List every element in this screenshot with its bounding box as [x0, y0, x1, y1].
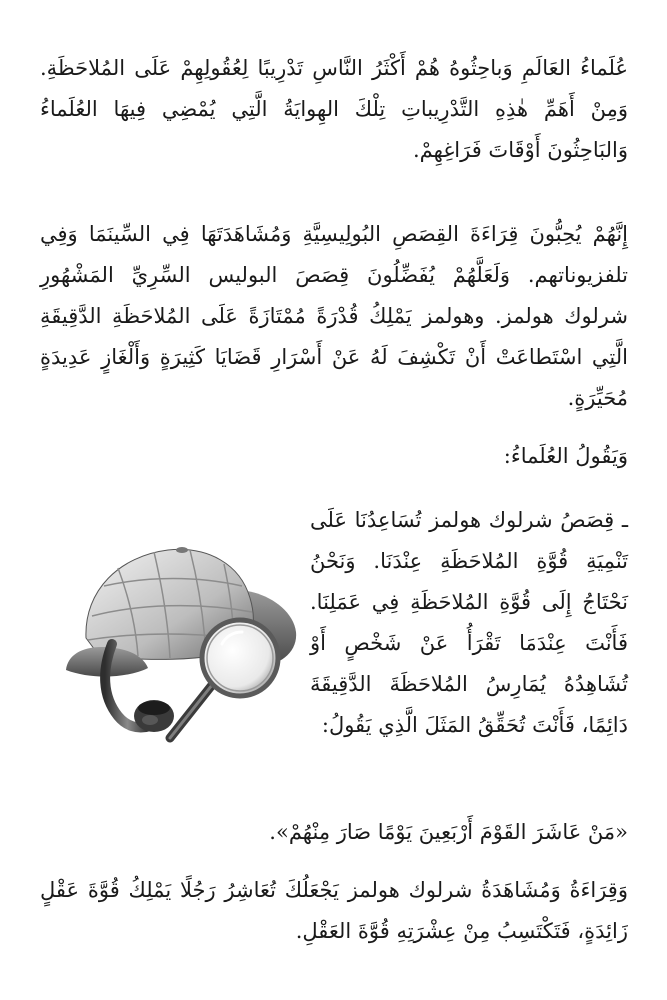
paragraph-scientists-say: وَيَقُولُ العُلَماءُ:	[503, 444, 628, 468]
paragraph-scientists-training: عُلَماءُ العَالَمِ وَباحِثُوهُ هُمْ أَكْثَرُ النَّاسِ تَدْرِيبًا لِعُقُولِهِمْ عَلَى المُلاحَظَةِ. وَمِنْ أَهَمِّ هٰذِهِ التَّدْرِيباتِ تِلْكَ الهِوايَةُ الَّتِي يُمْضِي فِيهَا العُلَماءُ وَالبَاحِثُونَ أَوْقَاتَ فَرَاغِهِمْ.	[40, 56, 628, 162]
sherlock-illustration	[58, 520, 302, 750]
paragraph-detective-stories: إِنَّهُمْ يُحِبُّونَ قِرَاءَةَ القِصَصِ البُولِيسِيَّةِ وَمُشَاهَدَتَهَا فِي السِّينَمَا وَفِي تلفزيوناتهم. وَلَعَلَّهُمْ يُفَضِّلُونَ قِصَصَ البوليس السِّرِيِّ المَشْهُورِ شرلوك هولمز. وهولمز يَمْلِكُ قُدْرَةً مُمْتَازَةً عَلَى المُلاحَظَةِ الدَّقِيقَةِ الَّتِي اسْتَطاعَتْ أَنْ تَكْشِفَ لَهُ عَنْ أَسْرَارِ قَضَايَا كَثِيرَةٍ وَأَلْغَازٍ عَدِيدَةٍ مُحَيِّرَةٍ.	[40, 222, 628, 410]
paragraph-proverb: «مَنْ عَاشَرَ القَوْمَ أَرْبَعِينَ يَوْمًا صَارَ مِنْهُمْ».	[269, 820, 628, 844]
paragraph-conclusion: وَقِرَاءَةُ وَمُشَاهَدَةُ شرلوك هولمز يَجْعَلُكَ تُعَاشِرُ رَجُلًا يَمْلِكُ قُوَّةَ عَقْلٍ زَائِدَةٍ، فَتَكْتَسِبُ مِنْ عِشْرَتِهِ قُوَّةَ العَقْلِ.	[40, 878, 628, 943]
paragraph-quote-observation: ـ قِصَصُ شرلوك هولمز تُسَاعِدُنَا عَلَى تَنْمِيَةِ قُوَّةِ المُلاحَظَةِ عِنْدَنَا. وَنَحْنُ نَحْتَاجُ إِلَى قُوَّةِ المُلاحَظَةِ فِي عَمَلِنَا. فَأَنْتَ عِنْدَمَا تَقْرَأُ عَنْ شَخْصٍ أَوْ تُشَاهِدُهُ يُمَارِسُ المُلاحَظَةَ الدَّقِيقَةَ دَائِمًا، فَأَنْتَ تُحَقِّقُ المَثَلَ الَّذِي يَقُولُ:	[310, 508, 628, 737]
sherlock-illustration-svg	[58, 520, 302, 750]
